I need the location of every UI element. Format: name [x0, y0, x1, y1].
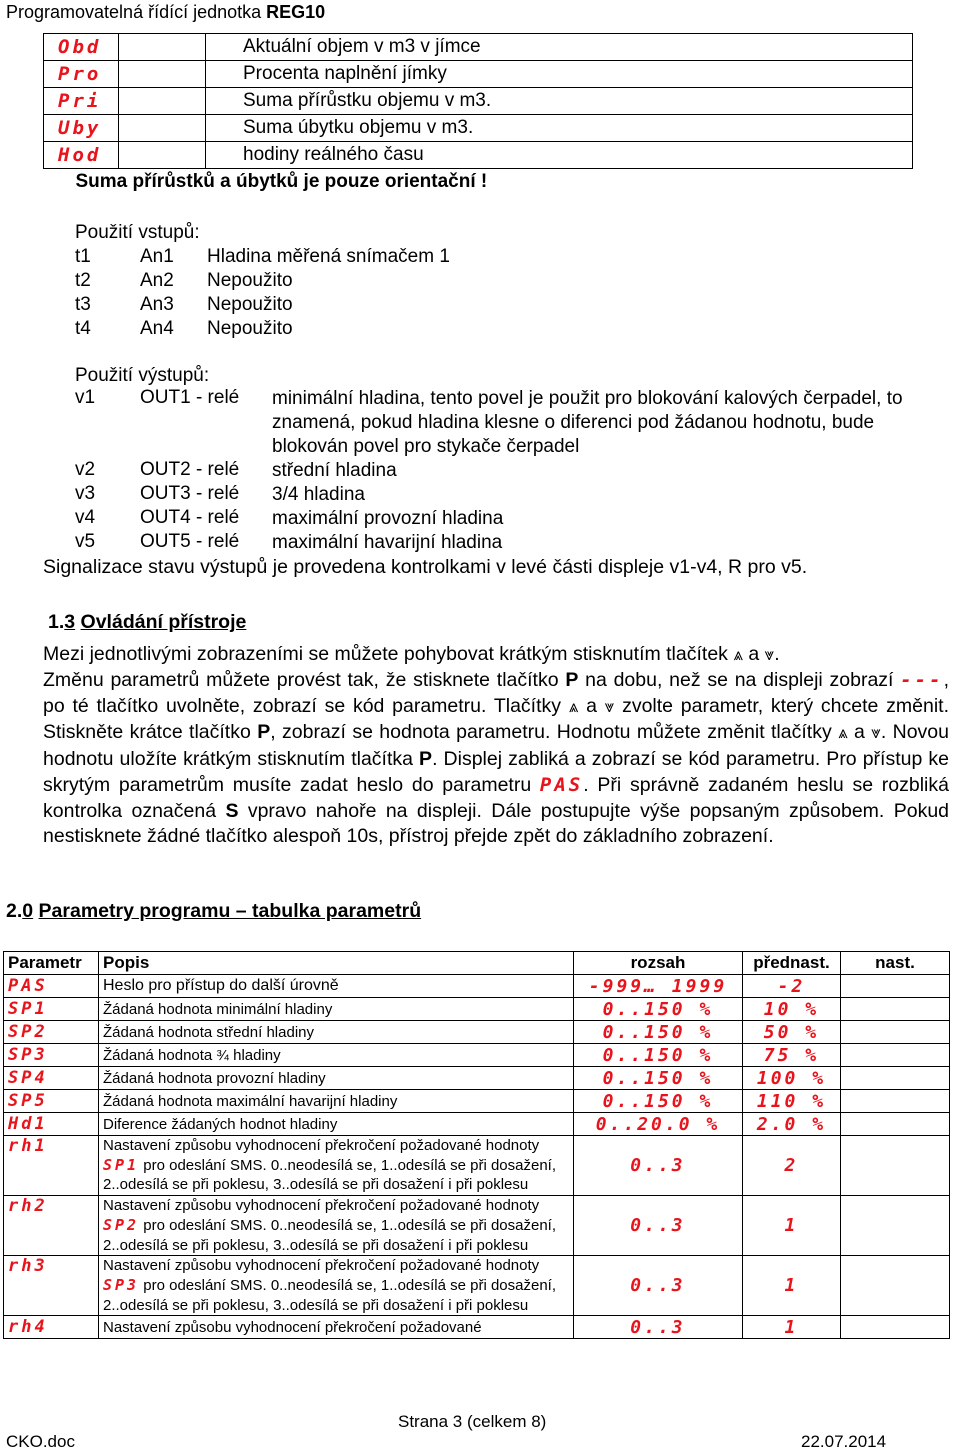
title-prefix: Programovatelná řídící jednotka [6, 2, 267, 22]
param-default: 1 [742, 1196, 840, 1256]
inputs-heading: Použití vstupů: [75, 222, 200, 243]
code-note-row [44, 169, 913, 196]
code-row [44, 88, 913, 115]
spacer-cell [119, 115, 206, 142]
document-date: 22.07.2014 [801, 1432, 887, 1451]
codes-note: Suma přírůstků a úbytků je pouze orientační ! [75, 171, 488, 192]
output-id: v2 [75, 459, 96, 480]
output-name: OUT2 - relé [140, 459, 240, 480]
param-set[interactable] [841, 1256, 950, 1316]
file-name: CKO.doc [6, 1432, 75, 1451]
key-p: P [419, 748, 433, 771]
param-set[interactable] [841, 1316, 950, 1339]
output-name: OUT3 - relé [140, 483, 240, 504]
spacer-cell [119, 142, 206, 169]
table-row [4, 1044, 950, 1067]
section-2-0-heading [6, 900, 421, 923]
up-arrow-icon: ⩓ [838, 723, 848, 744]
table-row [4, 1256, 950, 1316]
input-name: An1 [140, 246, 174, 267]
section-number-sub: 3 [64, 611, 76, 633]
input-use: Nepoužito [207, 294, 293, 315]
page-number: Strana 3 (celkem 8) [398, 1412, 547, 1431]
param-set[interactable] [841, 1044, 950, 1067]
para-text: na dobu, než se na displeji zobrazí [578, 669, 901, 691]
param-range: 0..3 [574, 1316, 743, 1339]
document-title [6, 2, 325, 23]
display-dashes: --- [900, 669, 944, 691]
param-range: 0..20.0 % [574, 1113, 743, 1136]
param-range: 0..150 % [574, 1044, 743, 1067]
para-text: . Při správně zadaném heslu se rozbliká kontrolka označená [43, 773, 949, 822]
desc-code: SP2 [103, 1215, 140, 1234]
para-text: zvolte parametr, který chcete změnit. Stiskněte krátce tlačítko [43, 694, 949, 744]
input-row [0, 318, 960, 342]
param-code: SP2 [4, 1021, 99, 1044]
table-header [4, 952, 950, 975]
desc-text: Nastavení způsobu vyhodnocení překročení požadované hodnoty [103, 1257, 540, 1275]
code-row [44, 142, 913, 169]
param-default: 1 [742, 1316, 840, 1339]
desc-code: SP1 [103, 1155, 140, 1174]
input-use: Nepoužito [207, 270, 293, 291]
code-label: Suma úbytku objemu v m3. [206, 115, 913, 142]
output-name: OUT1 - relé [140, 387, 240, 408]
code-cell: Pri [44, 88, 119, 115]
section-number: 2. [6, 900, 23, 922]
input-name: An2 [140, 270, 174, 291]
table-row [4, 1067, 950, 1090]
output-use: minimální hladina, tento povel je použit pro blokování kalových čerpadel, to znamená, pokud hladina klesne o diferenci pod žádanou hodnotu, bude blokován povel pro stykače čerpadel [272, 388, 903, 457]
section-number: 1. [48, 611, 65, 633]
down-arrow-icon: ⩔ [871, 723, 881, 744]
param-default: 110 % [742, 1090, 840, 1113]
param-range: 0..150 % [574, 1021, 743, 1044]
input-use: Nepoužito [207, 318, 293, 339]
section-number-sub: 0 [22, 900, 34, 922]
code-row [44, 115, 913, 142]
section-1-3-para1 [43, 642, 949, 669]
input-id: t4 [75, 318, 91, 339]
param-desc: Nastavení způsobu vyhodnocení překročení požadované [99, 1316, 574, 1339]
param-code: SP3 [4, 1044, 99, 1067]
param-desc: Žádaná hodnota maximální havarijní hladiny [99, 1090, 574, 1113]
param-code: rh2 [4, 1196, 99, 1256]
title-device: REG10 [266, 2, 326, 22]
param-desc: Žádaná hodnota provozní hladiny [99, 1067, 574, 1090]
outputs-note: Signalizace stavu výstupů je provedena kontrolkami v levé části displeje v1-v4, R pro v5. [43, 556, 808, 578]
table-row [4, 1316, 950, 1339]
input-row [0, 246, 960, 270]
input-name: An4 [140, 318, 174, 339]
output-id: v5 [75, 531, 96, 552]
col-parametr: Parametr [4, 952, 99, 975]
indicator-s: S [225, 799, 239, 822]
para-text: , zobrazí se hodnota parametru. Hodnotu můžete změnit tlačítky [270, 721, 839, 744]
param-desc [99, 1256, 574, 1316]
spacer-cell [119, 34, 206, 61]
output-use: 3/4 hladina [272, 484, 365, 505]
param-desc: Žádaná hodnota minimální hladiny [99, 998, 574, 1021]
output-use: maximální provozní hladina [272, 508, 504, 529]
param-set[interactable] [841, 1067, 950, 1090]
key-p: P [257, 721, 271, 744]
input-row [0, 294, 960, 318]
param-default: -2 [742, 975, 840, 998]
input-use: Hladina měřená snímačem 1 [207, 246, 450, 267]
param-default: 50 % [742, 1021, 840, 1044]
output-name: OUT4 - relé [140, 507, 240, 528]
param-range: 0..3 [574, 1196, 743, 1256]
param-range: -999… 1999 [574, 975, 743, 998]
col-rozsah: rozsah [574, 952, 743, 975]
param-desc [99, 1196, 574, 1256]
param-desc: Žádaná hodnota střední hladiny [99, 1021, 574, 1044]
output-id: v3 [75, 483, 96, 504]
desc-text: Nastavení způsobu vyhodnocení překročení požadované hodnoty [103, 1197, 540, 1215]
up-arrow-icon: ⩓ [568, 696, 579, 717]
code-row [44, 61, 913, 88]
output-id: v4 [75, 507, 96, 528]
desc-text: pro odeslání SMS. 0..neodesílá se, 1..odesílá se při dosažení, 2..odesílá se při poklesu, 3..odesílá se při dosažení i při poklesu [103, 1156, 557, 1194]
table-row [4, 1090, 950, 1113]
param-default: 2 [742, 1136, 840, 1196]
param-default: 2.0 % [742, 1113, 840, 1136]
col-nast: nast. [841, 952, 950, 975]
code-cell: Obd [44, 34, 119, 61]
param-range: 0..3 [574, 1136, 743, 1196]
section-title: Ovládání přístroje [80, 611, 247, 633]
para-text: . Displej zabliká a zobrazí se kód parametru. Pro přístup ke skrytým parametrům musíte zadat heslo do parametru [43, 748, 949, 796]
parameter-table [3, 951, 950, 1339]
param-desc: Diference žádaných hodnot hladiny [99, 1113, 574, 1136]
para-text: a [847, 721, 872, 744]
desc-text: pro odeslání SMS. 0..neodesílá se, 1..odesílá se při dosažení, 2..odesílá se při poklesu, 3..odesílá se při dosažení i při poklesu [103, 1216, 557, 1254]
section-1-3-para2 [43, 668, 949, 850]
param-range: 0..150 % [574, 1067, 743, 1090]
code-label: Aktuální objem v m3 v jímce [206, 34, 913, 61]
spacer-cell [119, 88, 206, 115]
param-default: 1 [742, 1256, 840, 1316]
code-label: Suma přírůstku objemu v m3. [206, 88, 913, 115]
para-text: . [774, 643, 780, 665]
para-text: , po té tlačítko uvolněte, zobrazí se kód parametru. Tlačítky [43, 669, 949, 717]
table-row [4, 1136, 950, 1196]
output-use: střední hladina [272, 460, 397, 481]
table-row [4, 1196, 950, 1256]
para-text: vpravo nahoře na displeji. Dále postupujte výše popsaným způsobem. Pokud nestisknete žádné tlačítko alespoň 10s, přístroj přejde zpět do základního zobrazení. [43, 799, 950, 848]
section-1-3-heading [48, 611, 246, 634]
desc-code: SP3 [103, 1275, 140, 1294]
key-p: P [565, 669, 579, 691]
output-use: maximální havarijní hladina [272, 532, 503, 553]
input-id: t1 [75, 246, 91, 267]
col-prednast: přednast. [742, 952, 840, 975]
para-text: . Novou hodnotu uložíte krátkým stisknutím tlačítka [43, 721, 949, 771]
table-row [4, 998, 950, 1021]
output-name: OUT5 - relé [140, 531, 240, 552]
col-popis: Popis [99, 952, 574, 975]
desc-text: Nastavení způsobu vyhodnocení překročení požadované hodnoty [103, 1137, 540, 1154]
code-cell: Pro [44, 61, 119, 88]
param-code: SP1 [4, 998, 99, 1021]
param-set[interactable] [841, 1113, 950, 1136]
param-range: 0..150 % [574, 998, 743, 1021]
display-code-table [43, 33, 913, 195]
param-code: SP5 [4, 1090, 99, 1113]
up-arrow-icon: ⩓ [733, 645, 743, 665]
table-row [4, 1113, 950, 1136]
param-default: 10 % [742, 998, 840, 1021]
desc-text: pro odeslání SMS. 0..neodesílá se, 1..odesílá se při dosažení, 2..odesílá se při poklesu, 3..odesílá se při dosažení i při poklesu [103, 1276, 557, 1314]
param-code: Hd1 [4, 1113, 99, 1136]
inputs-list [0, 246, 960, 346]
param-set[interactable] [841, 1136, 950, 1196]
param-desc: Žádaná hodnota ¾ hladiny [99, 1044, 574, 1067]
outputs-heading: Použití výstupů: [75, 365, 210, 386]
param-range: 0..150 % [574, 1090, 743, 1113]
param-code: rh4 [4, 1316, 99, 1339]
para-text: Změnu parametrů můžete provést tak, že stisknete tlačítko [43, 669, 566, 691]
param-set[interactable] [841, 975, 950, 998]
param-set[interactable] [841, 1196, 950, 1256]
spacer-cell [119, 61, 206, 88]
param-set[interactable] [841, 998, 950, 1021]
output-id: v1 [75, 387, 96, 408]
display-pas: PAS [539, 773, 584, 796]
para-text: a [742, 643, 765, 665]
code-cell: Uby [44, 115, 119, 142]
code-row [44, 34, 913, 61]
param-desc [99, 1136, 574, 1196]
code-label: Procenta naplnění jímky [206, 61, 913, 88]
input-name: An3 [140, 294, 174, 315]
param-default: 75 % [742, 1044, 840, 1067]
param-set[interactable] [841, 1021, 950, 1044]
input-id: t2 [75, 270, 91, 291]
table-row [4, 1021, 950, 1044]
param-code: PAS [4, 975, 99, 998]
param-desc: Heslo pro přístup do další úrovně [99, 975, 574, 998]
param-range: 0..3 [574, 1256, 743, 1316]
down-arrow-icon: ⩔ [764, 645, 775, 665]
param-default: 100 % [742, 1067, 840, 1090]
section-title: Parametry programu – tabulka parametrů [38, 900, 422, 922]
input-row [0, 270, 960, 294]
code-label: hodiny reálného času [206, 142, 913, 169]
param-code: rh1 [4, 1136, 99, 1196]
input-id: t3 [75, 294, 91, 315]
outputs-list [0, 387, 960, 557]
param-code: SP4 [4, 1067, 99, 1090]
para-text: Mezi jednotlivými zobrazeními se můžete pohybovat krátkým stisknutím tlačítek [43, 643, 734, 665]
param-code: rh3 [4, 1256, 99, 1316]
down-arrow-icon: ⩔ [604, 696, 615, 717]
table-row [4, 975, 950, 998]
code-cell: Hod [44, 142, 119, 169]
para-text: a [578, 694, 605, 717]
param-set[interactable] [841, 1090, 950, 1113]
